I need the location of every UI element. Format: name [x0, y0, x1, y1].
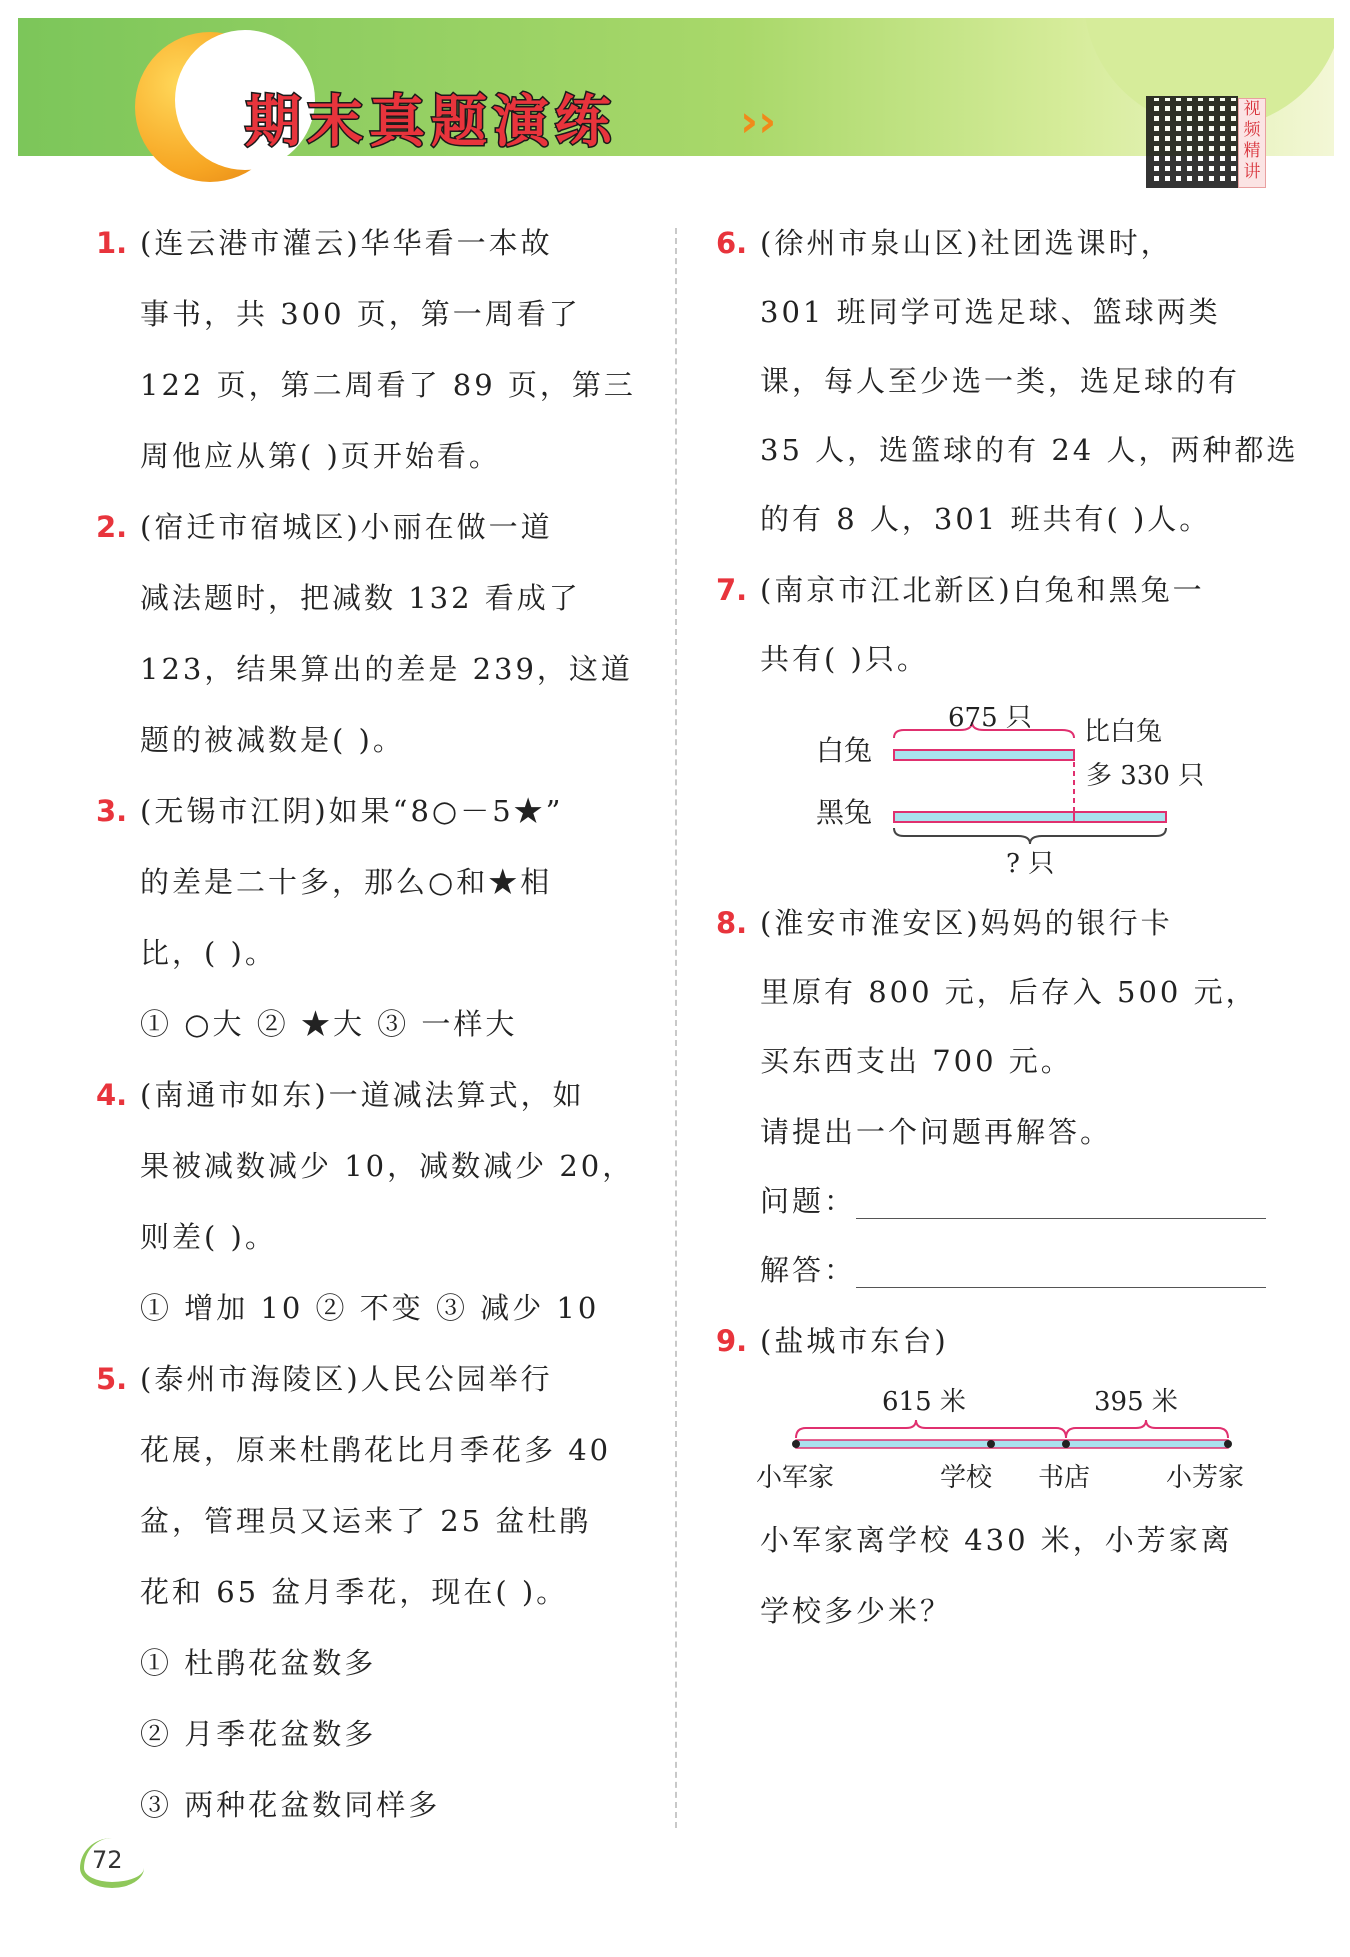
point-label: 小军家 — [756, 1463, 835, 1490]
right-distance-label: 395 米 — [1094, 1387, 1178, 1417]
question-line: 花和 65 盆月季花，现在( )。 — [140, 1575, 569, 1609]
question-line: (淮安市淮安区)妈妈的银行卡 — [760, 906, 1173, 940]
point-label: 学校 — [940, 1463, 993, 1490]
answer-row — [760, 1235, 1266, 1306]
question-option: ③ 两种花盆数同样多 — [140, 1788, 441, 1822]
question-line: 的有 8 人，301 班共有( )人。 — [760, 502, 1212, 536]
point-marker — [987, 1440, 995, 1448]
question-line: 的差是二十多，那么○和★相 — [140, 865, 553, 899]
question-line: 事书，共 300 页，第一周看了 — [140, 297, 581, 331]
question-option: ② 月季花盆数多 — [140, 1717, 377, 1751]
more-label-1: 比白兔 — [1084, 717, 1163, 747]
white-rabbit-bar — [894, 750, 1074, 760]
white-rabbit-label: 白兔 — [816, 734, 873, 767]
question-line: (南通市如东)一道减法算式，如 — [140, 1078, 585, 1112]
question-answer-line[interactable] — [856, 1188, 1266, 1219]
question-options: ① ○大 ② ★大 ③ 一样大 — [140, 1007, 518, 1041]
question-row — [760, 1166, 1266, 1237]
question-line: 则差( )。 — [140, 1220, 277, 1254]
question-line: (泰州市海陵区)人民公园举行 — [140, 1362, 553, 1396]
question-number: 6. — [716, 226, 748, 260]
black-rabbit-label: 黑兔 — [816, 796, 873, 829]
question-number: 3. — [96, 794, 128, 828]
page-title: 期末真题演练 — [245, 90, 617, 155]
question-number: 9. — [716, 1324, 748, 1358]
video-badge: 视频精讲 — [1238, 98, 1266, 188]
chevron-deco-icon: ›› — [740, 96, 777, 147]
bottom-brace — [894, 828, 1166, 844]
right-brace — [1066, 1420, 1228, 1438]
point-label: 书店 — [1038, 1463, 1091, 1490]
question-line: 花展，原来杜鹃花比月季花多 40 — [140, 1433, 612, 1467]
question-line: 比，( )。 — [140, 936, 277, 970]
question-line: (宿迁市宿城区)小丽在做一道 — [140, 510, 553, 544]
question-number: 7. — [716, 573, 748, 607]
question-number: 1. — [96, 226, 128, 260]
road-line — [796, 1440, 1228, 1448]
qr-code-icon[interactable] — [1148, 98, 1236, 186]
page-number: 72 — [92, 1846, 123, 1874]
answer-line[interactable] — [856, 1257, 1266, 1288]
question-line: 123，结果算出的差是 239，这道 — [140, 652, 633, 686]
question-line: 35 人，选篮球的有 24 人，两种都选 — [760, 433, 1299, 467]
question-line: 请提出一个问题再解答。 — [760, 1115, 1113, 1149]
black-rabbit-bar — [894, 812, 1166, 822]
question-line: 买东西支出 700 元。 — [760, 1044, 1073, 1078]
question-number: 8. — [716, 906, 748, 940]
top-value-label: 675 只 — [948, 703, 1032, 733]
question-line: 果被减数减少 10，减数减少 20， — [140, 1149, 635, 1183]
point-label: 小芳家 — [1166, 1463, 1245, 1490]
question-line: (徐州市泉山区)社团选课时， — [760, 226, 1173, 260]
point-marker — [792, 1440, 800, 1448]
question-option: ① 杜鹃花盆数多 — [140, 1646, 377, 1680]
point-marker — [1062, 1440, 1070, 1448]
question-line: 301 班同学可选足球、篮球两类 — [760, 295, 1221, 329]
question-number: 2. — [96, 510, 128, 544]
answer-label: 解答： — [760, 1253, 857, 1287]
question-label: 问题： — [760, 1184, 857, 1218]
question-line: 里原有 800 元，后存入 500 元， — [760, 975, 1258, 1009]
question-line: (盐城市东台) — [760, 1324, 949, 1358]
question-line: 小军家离学校 430 米，小芳家离 — [760, 1523, 1233, 1557]
question-line: 周他应从第( )页开始看。 — [140, 439, 501, 473]
question-line: 课，每人至少选一类，选足球的有 — [760, 364, 1241, 398]
question-line: 减法题时，把减数 132 看成了 — [140, 581, 581, 615]
question-line: 盆，管理员又运来了 25 盆杜鹃 — [140, 1504, 592, 1538]
question-line: (连云港市灌云)华华看一本故 — [140, 226, 553, 260]
question-number: 5. — [96, 1362, 128, 1396]
column-divider — [675, 228, 677, 1828]
question-line: 学校多少米？ — [760, 1594, 953, 1628]
rabbit-line-diagram — [800, 700, 1220, 880]
question-line: (南京市江北新区)白兔和黑兔一 — [760, 573, 1205, 607]
question-line: 共有( )只。 — [760, 642, 929, 676]
point-marker — [1224, 1440, 1232, 1448]
question-line: (无锡市江阴)如果“8○－5★” — [140, 794, 564, 828]
distance-line-diagram — [756, 1380, 1276, 1490]
question-number: 4. — [96, 1078, 128, 1112]
left-distance-label: 615 米 — [882, 1387, 966, 1417]
question-line: 题的被减数是( )。 — [140, 723, 405, 757]
question-options: ① 增加 10 ② 不变 ③ 减少 10 — [140, 1291, 600, 1325]
total-label: ? 只 — [1006, 849, 1055, 879]
left-brace — [796, 1420, 1066, 1438]
question-line: 122 页，第二周看了 89 页，第三 — [140, 368, 636, 402]
more-label-2: 多 330 只 — [1086, 761, 1205, 791]
